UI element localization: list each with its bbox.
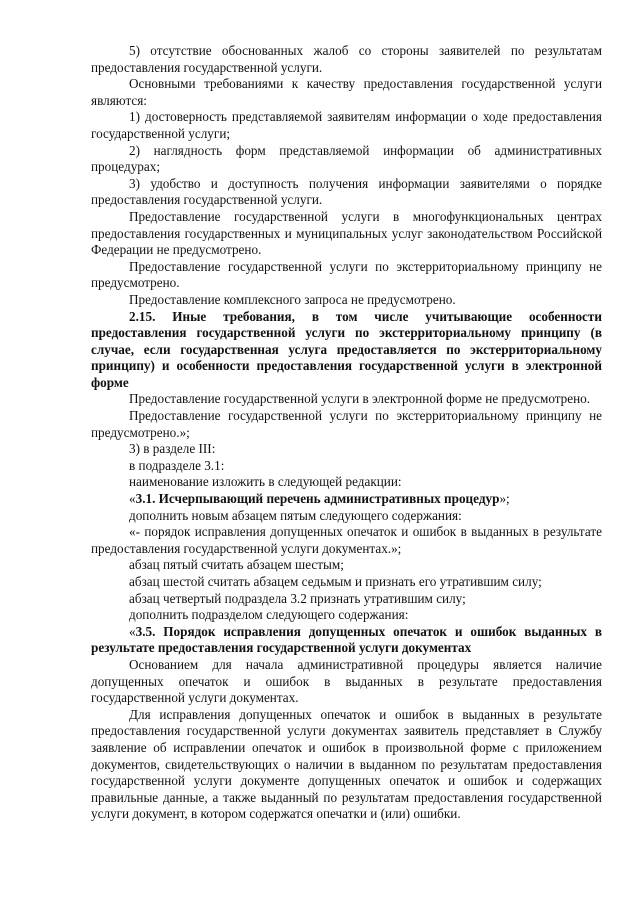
paragraph-mfc: Предоставление государственной услуги в многофункциональных центрах предоставления государственных и муниципальных услуг законодательством Российской Федерации не предусмотрено.: [91, 208, 602, 258]
paragraph-quality-requirements: Основными требованиями к качеству предоставления государственной услуги являются:: [91, 76, 602, 108]
paragraph-sixth-to-seventh: абзац шестой считать абзацем седьмым и признать его утратившим силу;: [129, 574, 542, 589]
paragraph-fifth-to-sixth: абзац пятый считать абзацем шестым;: [129, 557, 344, 573]
paragraph-add-subsection: дополнить подразделом следующего содержания:: [129, 607, 409, 623]
paragraph-electronic-form: Предоставление государственной услуги в электронной форме не предусмотрено.: [129, 391, 591, 407]
paragraph-item-5: 5) отсутствие обоснованных жалоб со стороны заявителей по результатам предоставления государственной услуги.: [91, 43, 602, 75]
paragraph-fourth-3-2: абзац четвертый подраздела 3.2 признать утратившим силу;: [129, 590, 466, 606]
quote-close: »;: [499, 491, 510, 507]
paragraph-subsection-3-1: в подразделе 3.1:: [129, 457, 225, 473]
paragraph-correction-request: Для исправления допущенных опечаток и ошибок в выданных в результате предоставления государственной услуги документах заявитель представляет в Службу заявление об исправлении опечаток и ошибок в произвольной форме с приложением документов, свидетельствующих о наличии в выданном по результатам предоставления государственной услуги документе допущенных опечаток и ошибок и содержащих правильные данные, а также выданный по результатам предоставления государственной услуги документ, в котором содержатся опечатки и (или) ошибки.: [91, 706, 602, 822]
quote-open: «: [129, 623, 136, 639]
paragraph-exterritorial: Предоставление государственной услуги по экстерриториальному принципу не предусмотрено.: [91, 258, 602, 291]
heading-3-1-text: 3.1. Исчерпывающий перечень административных процедур: [135, 491, 500, 507]
paragraph-item-1: 1) достоверность представляемой заявителям информации о ходе предоставления государственной услуги;: [91, 109, 602, 141]
paragraph-add-fifth: дополнить новым абзацем пятым следующего содержания:: [129, 507, 462, 523]
paragraph-basis: Основанием для начала административной процедуры является наличие допущенных опечаток и ошибок в выданных в результате предоставления государственной услуги документах.: [91, 656, 602, 706]
heading-3-5-text: 3.5. Порядок исправления допущенных опечаток и ошибок выданных в результате предоставления государственной услуги документах: [91, 623, 602, 656]
document-page: [91, 43, 602, 823]
paragraph-exterritorial-2: Предоставление государственной услуги по экстерриториальному принципу не предусмотрено.»;: [91, 408, 602, 440]
paragraph-item-3: 3) удобство и доступность получения информации заявителями о порядке предоставления государственной услуги.: [91, 175, 602, 208]
paragraph-complex-request: Предоставление комплексного запроса не предусмотрено.: [129, 291, 456, 307]
paragraph-heading-3-1: [91, 491, 602, 508]
quote-open: «: [129, 491, 136, 507]
paragraph-rename: наименование изложить в следующей редакции:: [129, 474, 402, 490]
paragraph-heading-3-5: [91, 624, 602, 657]
paragraph-section-iii: 3) в разделе III:: [129, 441, 216, 457]
paragraph-item-2: 2) наглядность форм представляемой информации об административных процедурах;: [91, 142, 602, 175]
section-heading-2-15: 2.15. Иные требования, в том числе учитывающие особенности предоставления государственной услуги по экстерриториальному принципу (в случае, если государственная услуга предоставляется по экстерриториальному принципу) и особенности предоставления государственной услуги в электронной форме: [91, 308, 602, 390]
paragraph-correction-procedure: «- порядок исправления допущенных опечаток и ошибок в выданных в результате предоставления государственной услуги документах.»;: [91, 524, 602, 556]
